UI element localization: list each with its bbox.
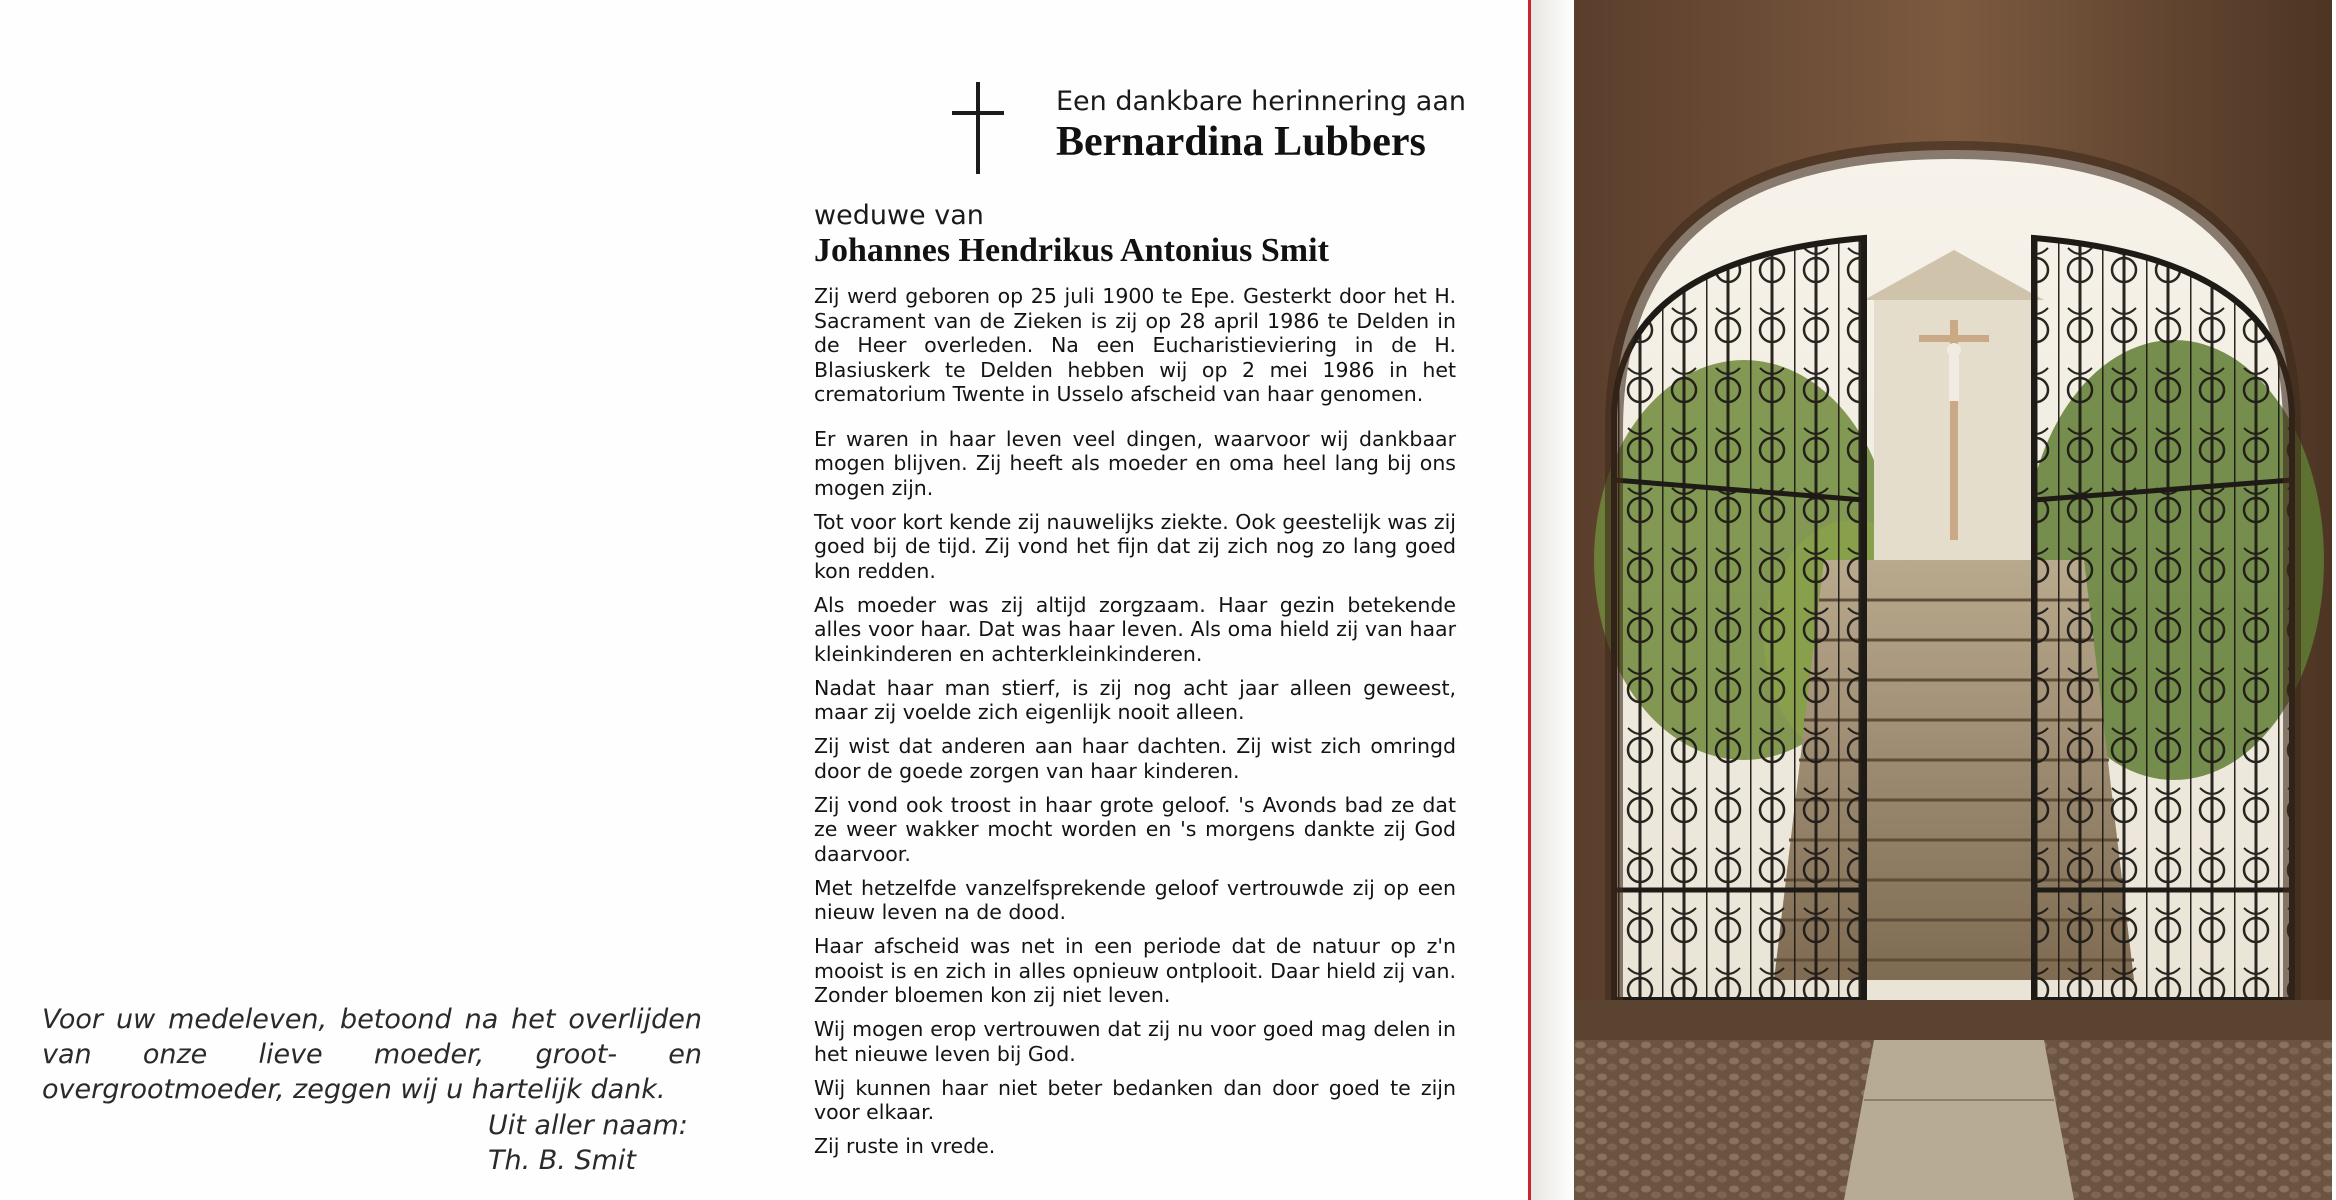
gate-photo: [1574, 0, 2332, 1200]
card-subtitle: Een dankbare herinnering aan: [1056, 86, 1466, 117]
signature-name: Th. B. Smit: [488, 1145, 636, 1176]
paragraph: Als moeder was zij altijd zorgzaam. Haar gezin betekende alles voor haar. Dat was haar leven. Als oma hield zij van haar kleinkinderen en achterkleinkinderen.: [814, 592, 1456, 666]
cross-icon: [952, 82, 1004, 174]
card-body: [814, 284, 1456, 1168]
deceased-name: Bernardina Lubbers: [1056, 119, 1426, 165]
widow-label: weduwe van: [814, 200, 984, 231]
husband-name: Johannes Hendrikus Antonius Smit: [814, 232, 1329, 269]
paragraph: Nadat haar man stierf, is zij nog acht jaar alleen geweest, maar zij voelde zich eigenlijk nooit alleen.: [814, 675, 1456, 724]
paragraph-biography: Zij werd geboren op 25 juli 1900 te Epe. Gesterkt door het H. Sacrament van de Zieken is zij op 28 april 1986 te Delden in de Heer overleden. Na een Eucharistieviering in de H. Blasiuskerk te Delden hebben wij op 2 mei 1986 in het crematorium Twente in Usselo afscheid van haar genomen.: [814, 284, 1456, 406]
paragraph: Zij wist dat anderen aan haar dachten. Zij wist zich omringd door de goede zorgen van haar kinderen.: [814, 734, 1456, 783]
paragraph: Met hetzelfde vanzelfsprekende geloof vertrouwde zij op een nieuw leven na de dood.: [814, 875, 1456, 924]
paragraph: Zij vond ook troost in haar grote geloof. 's Avonds bad ze dat ze weer wakker mocht worden en 's morgens dankte zij God daarvoor.: [814, 792, 1456, 866]
fold-shadow: [1531, 0, 1571, 1200]
paragraph: Wij kunnen haar niet beter bedanken dan door goed te zijn voor elkaar.: [814, 1075, 1456, 1124]
signature-closing: Uit aller naam:: [488, 1110, 688, 1141]
thank-you-text: Voor uw medeleven, betoond na het overlijden van onze lieve moeder, groot- en overgrootmoeder, zeggen wij u hartelijk dank.: [42, 1004, 702, 1105]
signature-block: [488, 1108, 688, 1178]
paragraph: Er waren in haar leven veel dingen, waarvoor wij dankbaar mogen blijven. Zij heeft als moeder en oma heel lang bij ons mogen zijn.: [814, 426, 1456, 500]
paragraph: Tot voor kort kende zij nauwelijks ziekte. Ook geestelijk was zij goed bij de tijd. Zij vond het fijn dat zij zich nog zo lang goed kon redden.: [814, 509, 1457, 583]
paragraph: Haar afscheid was net in een periode dat de natuur op z'n mooist is en zich in alles opnieuw ontplooit. Daar hield zij van. Zonder bloemen kon zij niet leven.: [814, 934, 1456, 1007]
paragraph: Wij mogen erop vertrouwen dat zij nu voor goed mag delen in het nieuwe leven bij God.: [814, 1017, 1456, 1066]
paragraph-closing: Zij ruste in vrede.: [814, 1134, 996, 1158]
